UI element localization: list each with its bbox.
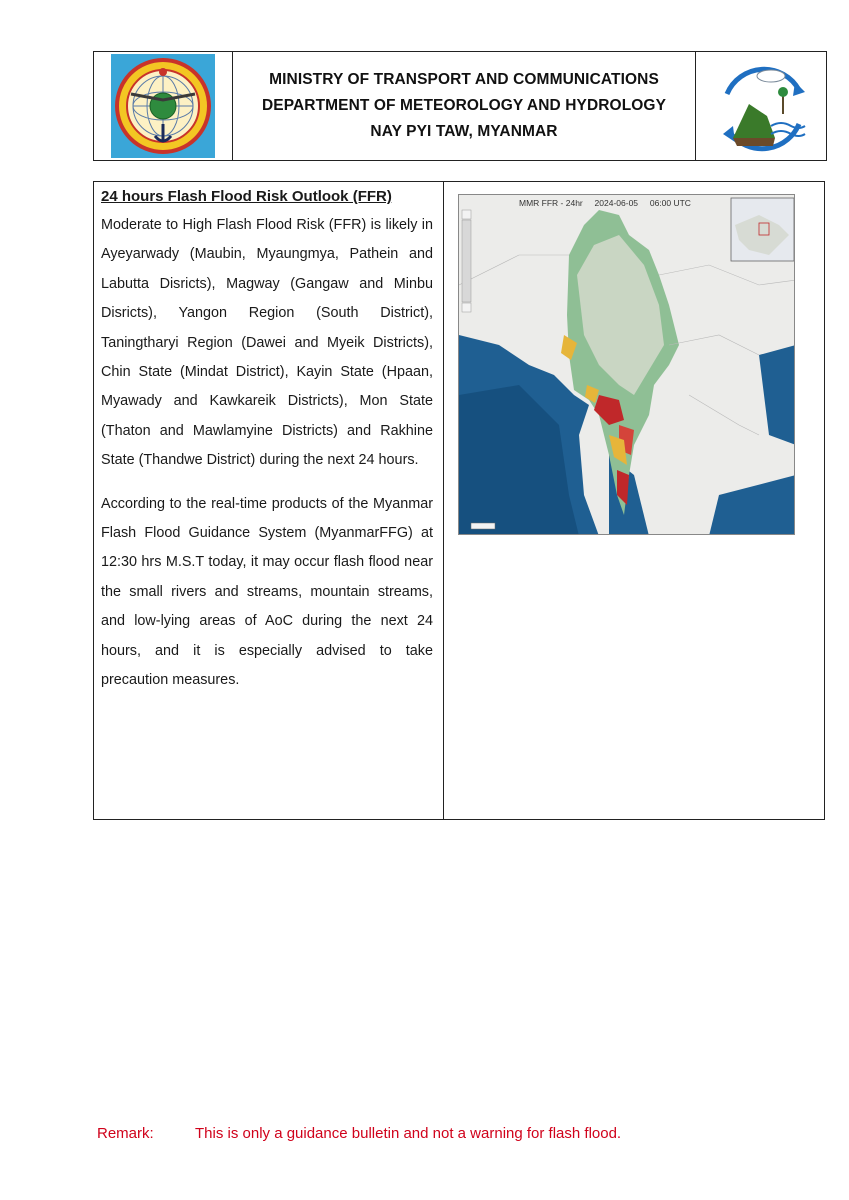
outlook-title: 24 hours Flash Flood Risk Outlook (FFR)	[101, 188, 392, 205]
hydrological-cycle-icon	[709, 54, 813, 158]
ffr-map	[458, 194, 795, 535]
ministry-emblem-icon	[111, 54, 215, 158]
left-logo-cell	[94, 52, 233, 160]
header-title-block	[233, 52, 695, 160]
outlook-table	[93, 181, 825, 820]
map-cell	[444, 182, 824, 819]
remark-text: This is only a guidance bulletin and not a warning for flash flood.	[195, 1125, 622, 1142]
bulletin-header	[93, 51, 827, 161]
guidance-paragraph: According to the real-time products of the Myanmar Flash Flood Guidance System (MyanmarFFG) at 12:30 hrs M.S.T today, it may occur flash flood near the small rivers and streams, mountain streams, and low-lying areas of AoC during the next 24 hours, and it is especially advised to take precaution measures.	[101, 495, 433, 689]
remark-label: Remark:	[97, 1125, 154, 1142]
ffr-map-image	[459, 195, 795, 535]
outlook-text-cell	[94, 182, 444, 819]
remark-line	[97, 1125, 621, 1142]
location-name: NAY PYI TAW, MYANMAR	[370, 123, 558, 140]
department-name: DEPARTMENT OF METEOROLOGY AND HYDROLOGY	[261, 97, 667, 114]
right-logo-cell	[695, 52, 826, 160]
ministry-name: MINISTRY OF TRANSPORT AND COMMUNICATIONS	[269, 71, 659, 88]
map-caption: MMR FFR - 24hr 2024-06-05 06:00 UTC	[519, 198, 691, 208]
risk-paragraph: Moderate to High Flash Flood Risk (FFR) is likely in Ayeyarwady (Maubin, Myaungmya, Pathein and Labutta Disricts), Magway (Gangaw and Minbu Disricts), Yangon Region (South District), Taningtharyi Region (Dawei and Myeik Districts), Chin State (Mindat District), Kayin State (Hpaan, Myawady and Kawkareik Districts), Mon State (Thaton and Mawlamyine Districts) and Rakhine State (Thandwe District) during the next 24 hours.	[101, 217, 433, 469]
